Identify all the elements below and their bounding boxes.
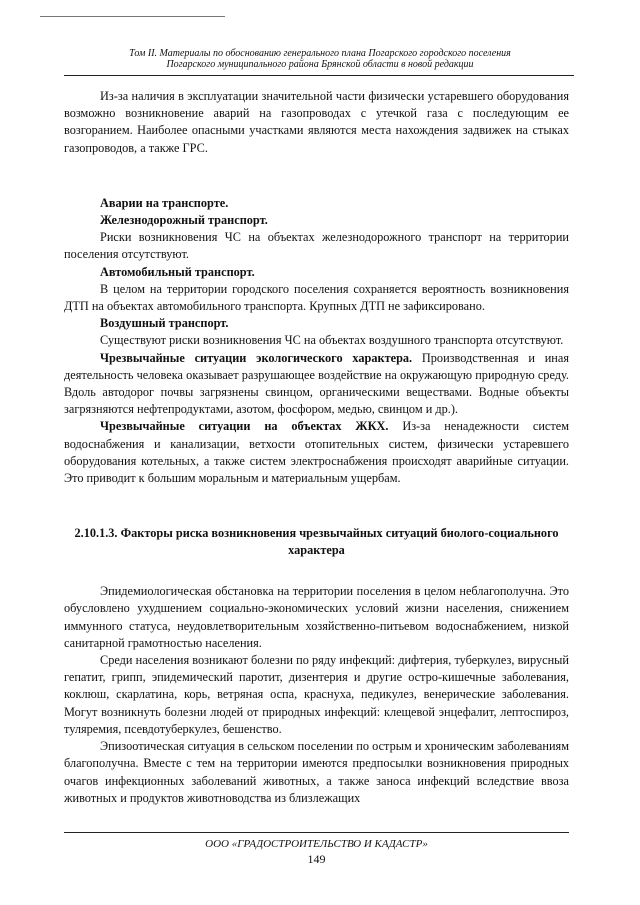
header-divider — [64, 75, 574, 76]
heading-transport-accidents: Аварии на транспорте. — [100, 195, 229, 210]
paragraph-road-transport: В целом на территории городского поселения сохраняется вероятность возникновения ДТП на объектах автомобильного транспорта. Крупных ДТП не зафиксировано. — [64, 281, 569, 314]
heading-air-transport: Воздушный транспорт. — [100, 316, 229, 331]
section-title: 2.10.1.3. Факторы риска возникновения чрезвычайных ситуаций биолого-социального характера — [74, 526, 559, 558]
spacer — [64, 487, 569, 525]
footer-divider — [64, 832, 569, 833]
paragraph-epizootic: Эпизоотическая ситуация в сельском поселении по острым и хроническим заболеваниям благополучна. Вместе с тем на территории имеются предпосылки возникновения природных очагов инфекционных заболеваний животных, а также заноса инфекций вследствие ввоза животных и продуктов животноводства из близлежащих — [64, 739, 569, 805]
heading-housing-utilities: Чрезвычайные ситуации на объектах ЖКХ. — [100, 419, 389, 434]
spacer — [64, 559, 569, 583]
paragraph-ecological-text: Производственная и иная деятельность человека оказывает разрушающее воздействие на окружающую природную среду. Вдоль автодорог почвы загрязнены свинцом, органическими веществами. Водные объекты загрязняются нефтепродуктами, азотом, фосфором, медью, свинцом и др.). — [64, 350, 569, 417]
paragraph-ecological — [64, 350, 569, 419]
running-header-line-1: Том II. Материалы по обоснованию генерального плана Погарского городского поселения — [129, 48, 511, 59]
page-number: 149 — [307, 852, 326, 866]
paragraph-infections: Среди населения возникают болезни по ряду инфекций: дифтерия, туберкулез, вирусный гепатит, грипп, эпидемический паротит, дизентерия и другие остро-кишечные заболевания, коклюш, скарлатина, корь, ветряная оспа, краснуха, педикулез, венерические заболевания. Могут возникнуть болезни людей от природных инфекций: клещевой энцефалит, лептоспироз, туляремия, псевдотуберкулез, бешенство. — [64, 653, 569, 736]
paragraph-air-transport: Существуют риски возникновения ЧС на объектах воздушного транспорта отсутствуют. — [100, 333, 564, 348]
page-body — [64, 88, 569, 807]
heading-rail-transport: Железнодорожный транспорт. — [100, 213, 268, 228]
running-header — [70, 48, 570, 70]
footer-company: ООО «ГРАДОСТРОИТЕЛЬСТВО И КАДАСТР» — [205, 838, 428, 850]
heading-ecological: Чрезвычайные ситуации экологического характера. — [100, 350, 413, 365]
paragraph-epidemiological: Эпидемиологическая обстановка на территории поселения в целом неблагополучна. Это обусловлено ухудшением социально-экономических условий жизни населения, снижением иммунного статуса, неудовлетворительным хозяйственно-питьевом водоснабжением, низкой санитарной грамотностью населения. — [64, 584, 569, 650]
running-header-line-2: Погарского муниципального района Брянской области в новой редакции — [166, 59, 474, 70]
paragraph-housing-utilities — [64, 418, 569, 487]
spacer — [64, 157, 569, 195]
scan-top-line — [40, 16, 225, 17]
paragraph-housing-utilities-text: Из-за ненадежности систем водоснабжения и канализации, ветхости отопительных систем, физически устаревшего оборудования котельных, а также систем электроснабжения происходят аварийные ситуации. Это приводит к большим моральным и материальным ущербам. — [64, 419, 569, 486]
heading-road-transport: Автомобильный транспорт. — [100, 264, 255, 279]
paragraph-gas-accidents: Из-за наличия в эксплуатации значительной части физически устаревшего оборудования возможно возникновение аварий на газопроводах с утечкой газа с последующим ее возгоранием. Наиболее опасными участками являются места нахождения задвижек на стыках газопроводов, а также ГРС. — [64, 89, 569, 155]
paragraph-rail-transport: Риски возникновения ЧС на объектах железнодорожного транспорт на территории поселения отсутствуют. — [64, 230, 569, 262]
